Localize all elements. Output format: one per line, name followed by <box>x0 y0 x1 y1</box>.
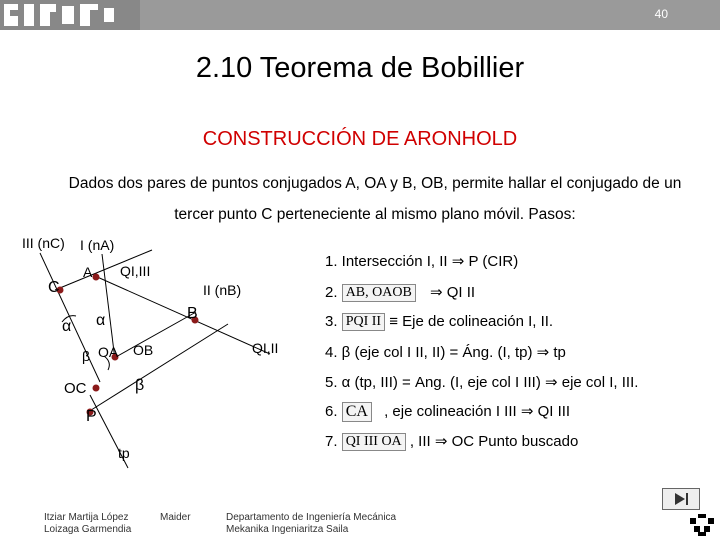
step-7-text: , III ⇒ OC Punto buscado <box>409 433 579 450</box>
label-QI-II: QI,II <box>252 340 279 356</box>
line-II <box>114 312 196 358</box>
footer-author-1: Itziar Martija López <box>44 512 129 523</box>
label-II: II (nB) <box>203 282 242 298</box>
step-6-formula: CA <box>342 402 372 422</box>
label-OA: OA <box>98 344 119 360</box>
label-B: B <box>187 305 198 322</box>
point-A <box>93 274 100 281</box>
line-AB <box>95 276 270 354</box>
step-3-number: 3. <box>325 313 338 330</box>
step-6-text: , eje colineación I III ⇒ QI III <box>384 403 571 420</box>
step-3-text: ≡ Eje de colineación I, II. <box>389 313 554 330</box>
step-7-formula: QI III OA <box>342 433 406 451</box>
step-4: 4. β (eje col I II, II) = Áng. (I, tp) ⇒ tp <box>325 344 566 361</box>
label-alpha-1: α <box>62 318 72 335</box>
step-7-number: 7. <box>325 433 338 450</box>
point-OC <box>93 385 100 392</box>
step-2-number: 2. <box>325 284 338 301</box>
label-A: A <box>83 264 93 280</box>
step-2-formula: AB, OAOB <box>342 284 416 302</box>
step-6 <box>325 402 570 422</box>
section-subtitle: CONSTRUCCIÓN DE ARONHOLD <box>202 128 518 150</box>
page-number: 40 <box>654 7 668 21</box>
last-slide-button[interactable] <box>662 488 700 510</box>
label-alpha-2: α <box>96 312 106 329</box>
footer-author-2: Loizaga Garmendia <box>44 524 132 535</box>
footer-dept-1: Departamento de Ingeniería Mecánica <box>226 512 397 523</box>
step-2-text: ⇒ QI II <box>429 284 476 301</box>
step-6-number: 6. <box>325 403 338 420</box>
label-III: III (nC) <box>22 235 65 251</box>
step-2 <box>325 283 475 302</box>
label-QI-III: QI,III <box>120 263 151 279</box>
intro-text: Dados dos pares de puntos conjugados A, OA y B, OB, permite hallar el conjugado de un tercer punto C perteneciente al mismo plano móvil. Pasos: <box>68 175 682 223</box>
page-title: 2.10 Teorema de Bobillier <box>195 52 525 84</box>
step-1: 1. Intersección I, II ⇒ P (CIR) <box>325 253 519 270</box>
footer-department <box>226 512 396 536</box>
label-tp: tp <box>118 445 130 461</box>
skip-end-icon <box>663 489 699 509</box>
university-logo <box>688 512 716 538</box>
label-beta-1: β <box>82 348 91 364</box>
label-I: I (nA) <box>80 237 115 253</box>
footer-authors <box>44 512 131 536</box>
footer-dept-2: Mekanika Ingeniaritza Saila <box>226 524 349 535</box>
step-5: 5. α (tp, III) = Ang. (I, eje col I III) ⇒ eje col I, III. <box>325 374 639 391</box>
label-beta-2: β <box>135 377 145 394</box>
label-C: C <box>48 279 60 296</box>
label-OC: OC <box>64 380 87 397</box>
step-3-formula: PQI II <box>342 313 385 331</box>
label-P: P <box>86 408 97 425</box>
step-7 <box>325 432 578 451</box>
step-3 <box>325 313 553 331</box>
label-OB: OB <box>133 342 154 358</box>
footer-author-3: Maider <box>160 512 191 523</box>
